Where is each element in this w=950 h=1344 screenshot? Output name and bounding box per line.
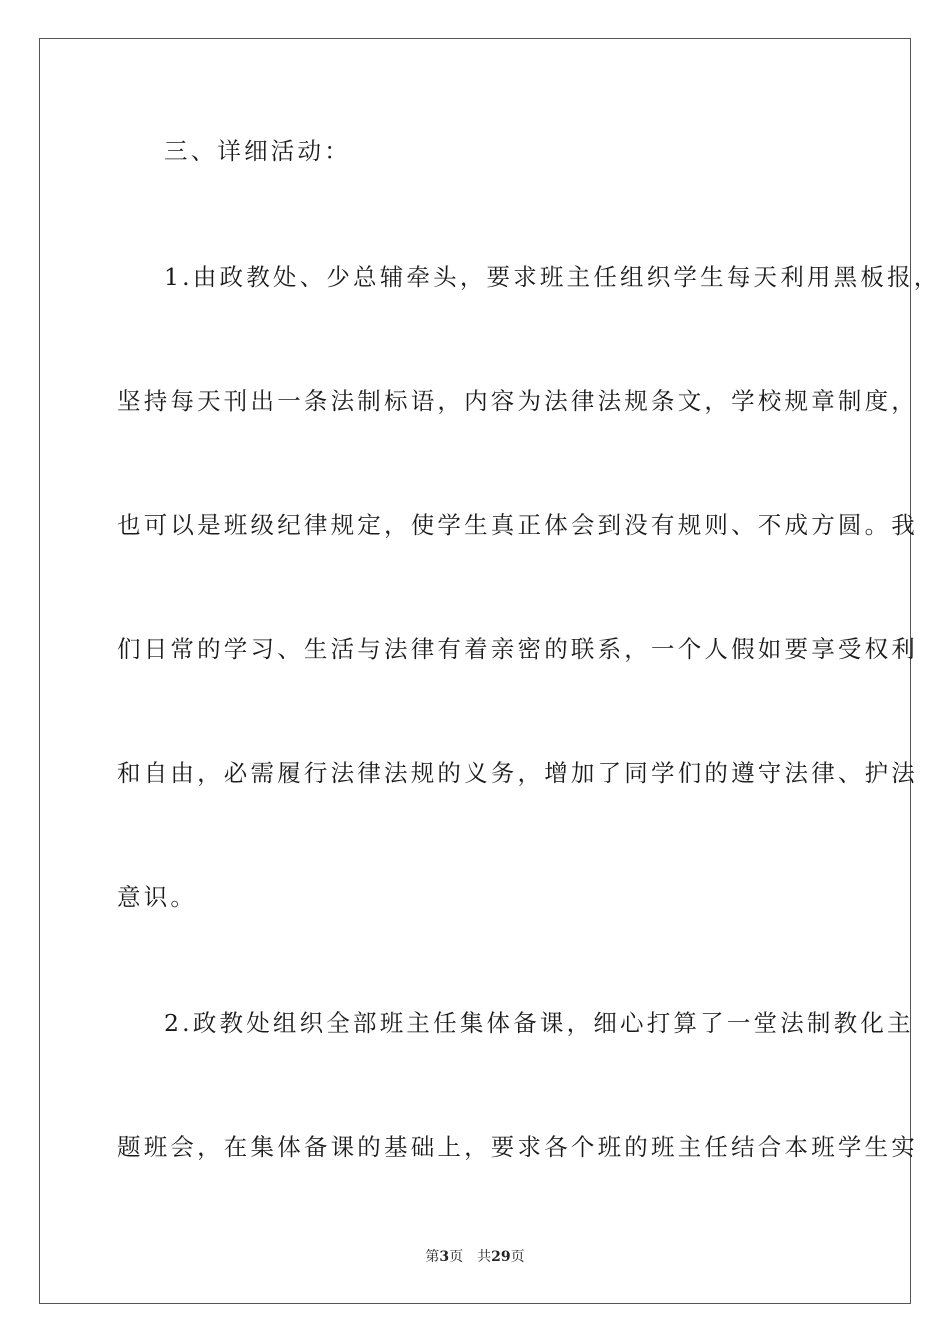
paragraph-line: 和自由，必需履行法律法规的义务，增加了同学们的遵守法律、护法 <box>117 759 918 787</box>
paragraph-line: 们日常的学习、生活与法律有着亲密的联系，一个人假如要享受权利 <box>117 635 918 663</box>
paragraph-line: 题班会，在集体备课的基础上，要求各个班的班主任结合本班学生实 <box>117 1133 918 1161</box>
paragraph-line: 也可以是班级纪律规定，使学生真正体会到没有规则、不成方圆。我 <box>117 511 918 539</box>
page-suffix: 页 <box>449 1249 464 1265</box>
page-footer <box>0 1247 950 1267</box>
page-number: 3 <box>439 1249 450 1265</box>
total-suffix: 页 <box>510 1249 525 1265</box>
section-heading: 三、详细活动： <box>164 137 351 165</box>
page-prefix: 第 <box>425 1249 440 1265</box>
page-border <box>39 38 941 1304</box>
total-prefix: 共 <box>477 1249 492 1265</box>
paragraph-line: 2.政教处组织全部班主任集体备课，细心打算了一堂法制教化主 <box>164 1009 914 1037</box>
total-pages: 29 <box>491 1249 511 1265</box>
paragraph-line: 意识。 <box>117 883 198 911</box>
paragraph-line: 1.由政教处、少总辅牵头，要求班主任组织学生每天利用黑板报， <box>164 263 941 291</box>
paragraph-line: 坚持每天刊出一条法制标语，内容为法律法规条文，学校规章制度， <box>117 387 918 415</box>
